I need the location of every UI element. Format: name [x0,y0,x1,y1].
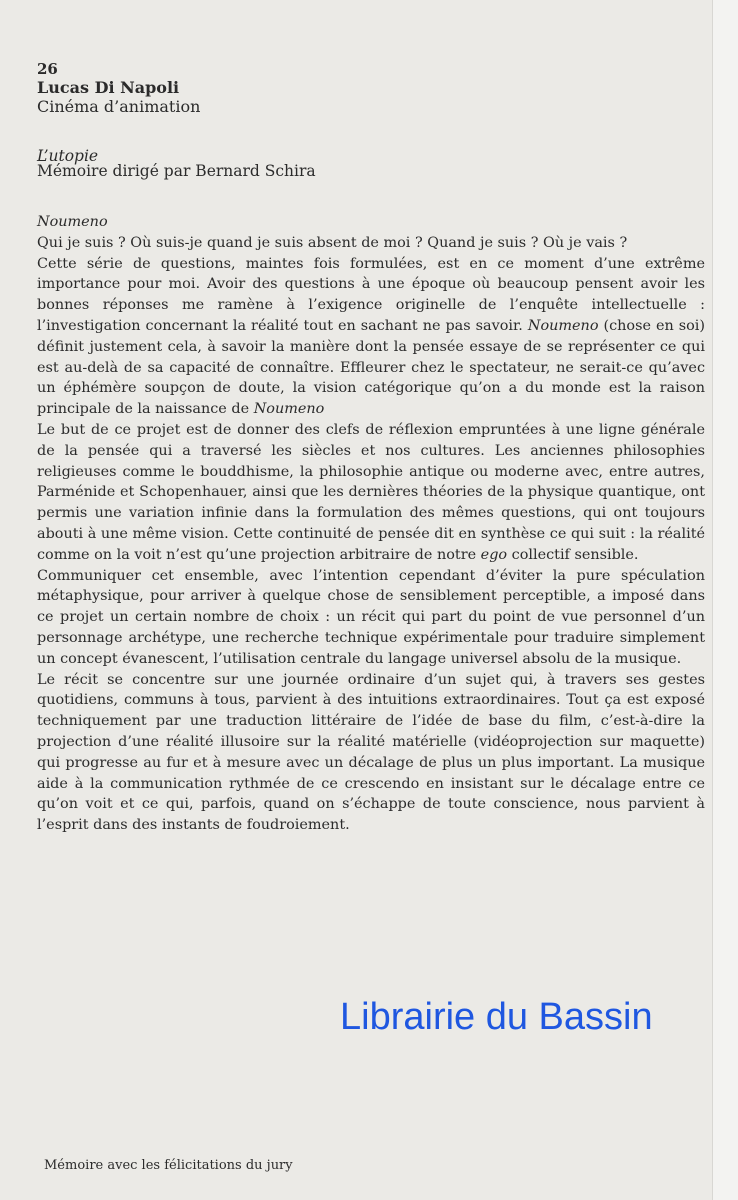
paragraph-questions: Qui je suis ? Où suis-je quand je suis absent de moi ? Quand je suis ? Où je vais ? [37,234,628,251]
paragraph-intro: Cette série de questions, maintes fois formulées, est en ce moment d’une extrême importance pour moi. Avoir des questions à une époque où beaucoup pensent avoir les bonnes réponses me ramène à l’exigence originelle de l’enquête intellectuelle : l’investigation concernant la réalité tout en sachant ne pas savoir. Noumeno (chose en soi) définit justement cela, à savoir la manière dont la pensée essaye de se représenter ce qui est au-delà de sa capacité de connaître. Effleurer chez le spectateur, ne serait-ce qu’avec un éphémère soupçon de doute, la vision catégorique qu’on a du monde est la raison principale de la naissance de Noumeno [37,255,706,418]
author-name: Lucas Di Napoli [37,78,180,97]
department: Cinéma d’animation [37,97,201,116]
footer-note: Mémoire avec les félicitations du jury [44,1158,293,1173]
paragraph-narrative: Le récit se concentre sur une journée ordinaire d’un sujet qui, à travers ses gestes quotidiens, communs à tous, parvient à des intuitions extraordinaires. Tout ça est exposé techniquement par une traduction littéraire de l’idée de base du film, c’est-à-dire la projection d’une réalité illusoire sur la réalité matérielle (vidéoprojection sur maquette) qui progresse au fur et à mesure avec un décalage de plus un plus important. La musique aide à la communication rythmée de ce crescendo en insistant sur le décalage entre ce qu’on voit et ce qui, parfois, quand on s’échappe de toute conscience, nous parvient à l’esprit dans des instants de foudroiement. [37,671,705,834]
project-title: Noumeno [37,214,108,230]
bookseller-watermark: Librairie du Bassin [340,996,653,1038]
thesis-director: Mémoire dirigé par Bernard Schira [37,162,316,180]
paragraph-choices: Communiquer cet ensemble, avec l’intention cependant d’éviter la pure spéculation métaphysique, pour arriver à quelque chose de sensiblement perceptible, a imposé dans ce projet un certain nombre de choix : un récit qui part du point de vue personnel d’un personnage archétype, une recherche technique expérimentale pour traduire simplement un concept évanescent, l’utilisation centrale du langage universel absolu de la musique. [37,567,705,667]
next-page-edge [712,0,738,1200]
thesis-title: L’utopie [37,147,99,165]
page-number: 26 [37,60,58,78]
paragraph-aim: Le but de ce projet est de donner des clefs de réflexion empruntées à une ligne générale de la pensée qui a traversé les siècles et nos cultures. Les anciennes philosophies religieuses comme le bouddhisme, la philosophie antique ou moderne avec, entre autres, Parménide et Schopenhauer, ainsi que les dernières théories de la physique quantique, ont permis une variation infinie dans la formulation des mêmes questions, qui ont toujours abouti à une même vision. Cette continuité de pensée dit en synthèse ce qui suit : la réalité comme on la voit n’est qu’une projection arbitraire de notre ego collectif sensible. [37,421,705,563]
project-description [37,212,705,836]
